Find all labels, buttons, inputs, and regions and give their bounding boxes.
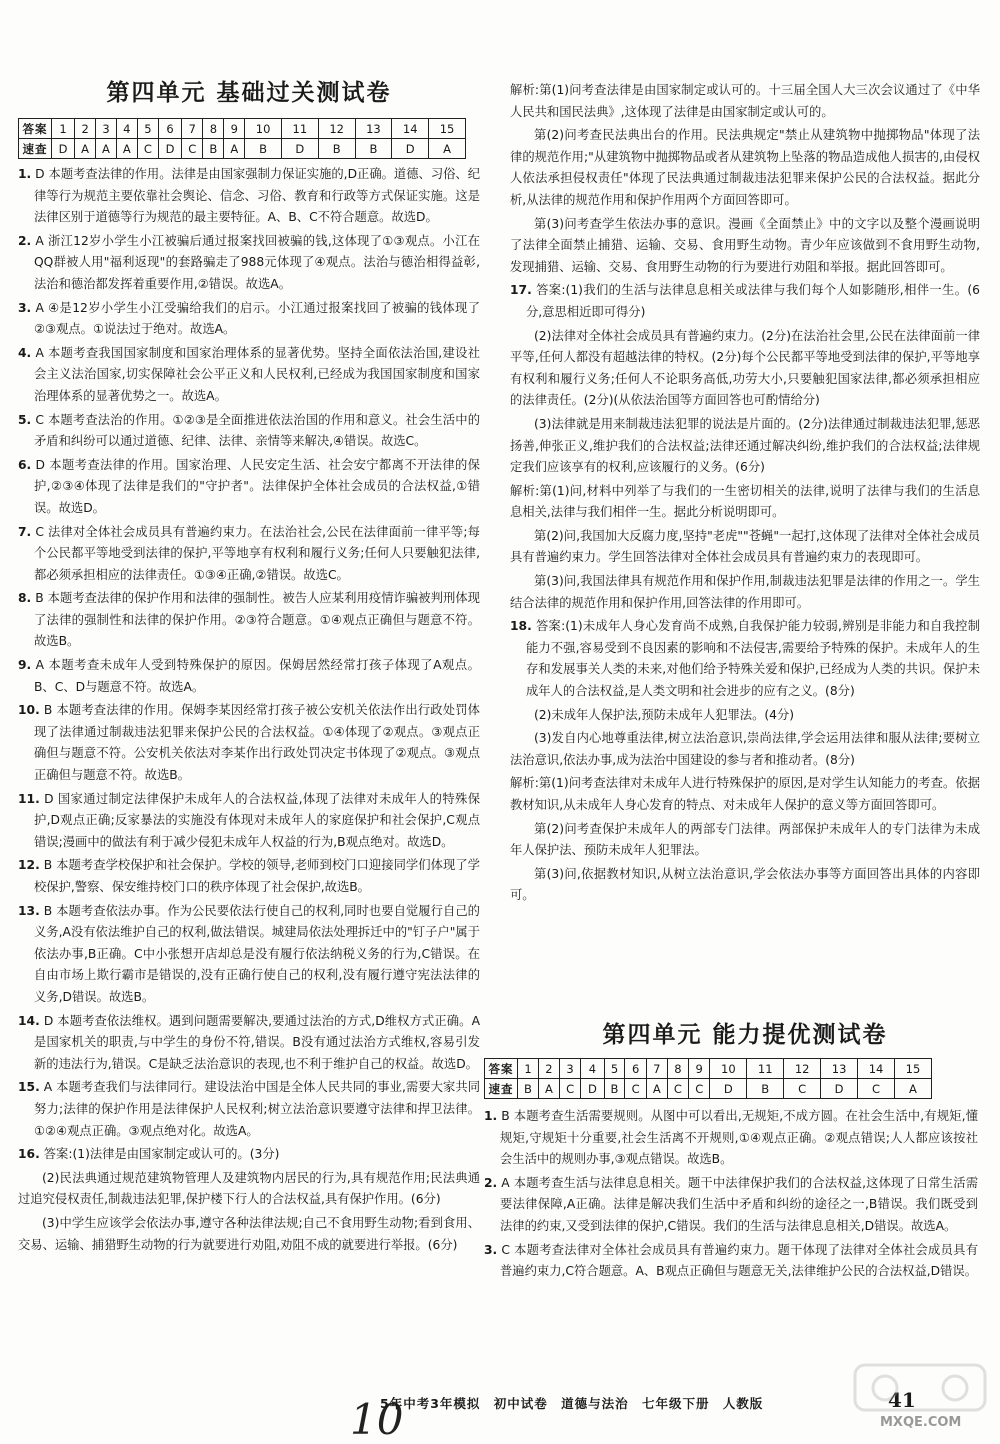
solution-paragraph — [510, 819, 980, 862]
solution-text: A ④是12岁小学生小江受骗给我们的启示。小江通过报案找回了被骗的钱体现了②③观点。①说法过于绝对。故选A。 — [34, 300, 480, 337]
question-number: 1. — [18, 167, 32, 181]
key-answer-cell: B — [518, 1079, 539, 1099]
solution-text: 解析:第(1)问,材料中列举了与我们的一生密切相关的法律,说明了法律与我们的生活息息相关,法律与我们相伴一生。据此分析说明即可。 — [510, 483, 980, 520]
solution-text: 答案:(1)未成年人身心发育尚不成熟,自我保护能力较弱,辨别是非能力和自我控制能力不强,容易受到不良因素的影响和不法侵害,需要给予特殊的保护。未成年人的生存和发展事关人类的未来,对他们给予特殊关爱和保护,已经成为人类的共识。保护未成年人的合法权益,是人类文明和社会进步的应有之义。(8分) — [526, 619, 980, 699]
question-number: 13. — [18, 903, 40, 918]
key-answer-cell: A — [96, 139, 117, 159]
solution-text: D 本题考查法律的作用。国家治理、人民安定生活、社会安宁都离不开法律的保护,②③④体现了法律是我们的"守护者"。法律保护全体社会成员的合法权益,①错误。故选D。 — [34, 457, 480, 515]
question-number: 11. — [18, 791, 40, 806]
solution-paragraph — [18, 1144, 480, 1166]
question-number: 2. — [484, 1175, 498, 1190]
key-question-number: 3 — [96, 119, 117, 139]
solution-paragraph — [18, 855, 480, 898]
question-number: 18. — [510, 619, 532, 634]
solution-text: 答案:(1)法律是由国家制定或认可的。(3分) — [43, 1147, 280, 1162]
solution-text: 第(3)问,我国法律具有规范作用和保护作用,制裁违法犯罪是法律的作用之一。学生结合法律的规范作用和保护作用,回答法律的作用即可。 — [510, 574, 980, 610]
solution-paragraph — [18, 1213, 480, 1256]
key-answer-cell: D — [159, 139, 182, 159]
key-answer-cell: C — [689, 1079, 710, 1099]
key-question-number: 7 — [646, 1059, 667, 1079]
question-number: 14. — [18, 1013, 40, 1028]
solution-text: (2)法律对全体社会成员具有普遍约束力。(2分)在法治社会里,公民在法律面前一律平等,任何人都没有超越法律的特权。(2分)每个公民都平等地受到法律的保护,平等地享有权利和履行义务;任何人不论职务高低,功劳大小,只要触犯国家法律,都必须承担相应的法律责任。(2分)(从依法治国等方面回答也可酌情给分) — [510, 328, 980, 408]
question-number: 10. — [18, 703, 40, 718]
solution-paragraph — [18, 588, 480, 653]
solution-text: (3)中学生应该学会依法办事,遵守各种法律法规;自己不食用野生动物;看到食用、交易、运输、捕猎野生动物的行为就要进行劝阻,劝阻不成的就要进行举报。(6分) — [18, 1215, 480, 1252]
key-question-number: 14 — [858, 1059, 895, 1079]
key-question-number: 14 — [392, 119, 429, 139]
solution-text: C 本题考查法治的作用。①②③是全面推进依法治国的作用和意义。社会生活中的矛盾和纠纷可以通过道德、纪律、法律、亲情等来解决,④错误。故选C。 — [34, 412, 480, 449]
key-answer-cell: A — [894, 1079, 931, 1099]
solution-text: C 法律对全体社会成员具有普遍约束力。在法治社会,公民在法律面前一律平等;每个公民都平等地受到法律的保护,平等地享有权利和履行义务;任何人只要触犯法律,都必须承担相应的法律责任。①③④正确,②错误。故选C。 — [34, 524, 480, 582]
key-label-answer: 答案 — [19, 119, 52, 139]
key-question-number: 7 — [182, 119, 203, 139]
key-question-number: 10 — [245, 119, 282, 139]
solution-text: 第(2)问,我国加大反腐力度,坚持"老虎""苍蝇"一起打,这体现了法律对全体社会成员具有普遍约束力。学生回答法律对全体社会成员具有普遍约束力的表现即可。 — [510, 528, 980, 565]
key-answer-cell: A — [116, 139, 137, 159]
solution-paragraph — [510, 864, 980, 907]
question-number: 12. — [18, 858, 40, 873]
solution-paragraph — [18, 1011, 480, 1076]
solution-paragraph — [18, 410, 480, 453]
solution-text: 解析:第(1)问考查法律对未成年人进行特殊保护的原因,是对学生认知能力的考查。依据教材知识,从未成年人身心发育的特点、对未成年人保护的意义等方面回答即可。 — [510, 776, 980, 812]
key-answer-cell: C — [137, 139, 158, 159]
solution-text: A 本题考查生活与法律息息相关。题干中法律保护我们的合法权益,这体现了日常生活需要法律保障,A正确。法律是解决我们生活中矛盾和纠纷的途径之一,B错误。我们既受到法律的约束,又受到法律的保护,C错误。我们的生活与法律息息相关,D错误。故选A。 — [500, 1175, 978, 1233]
right-solutions — [510, 80, 980, 909]
key-question-number: 2 — [538, 1059, 559, 1079]
question-number: 5. — [18, 412, 32, 427]
key-answer-cell: C — [182, 139, 203, 159]
section-title-advanced: 第四单元 能力提优测试卷 — [602, 1021, 888, 1048]
solution-paragraph — [18, 164, 480, 229]
key-label-check: 速查 — [19, 139, 52, 159]
solution-paragraph — [510, 728, 980, 771]
answer-key-table-advanced — [484, 1058, 932, 1099]
advanced-solutions — [484, 1106, 978, 1285]
solution-paragraph — [484, 1173, 978, 1238]
solution-text: B 本题考查法律的作用。保姆李某因经常打孩子被公安机关依法作出行政处罚体现了法律通过制裁违法犯罪来保护公民的合法权益。①④体现了②观点。③观点正确但与题意不符。公安机关依法对李某作出行政处罚决定书体现了②观点。③观点正确但与题意不符。故选B。 — [34, 703, 480, 783]
question-number: 16. — [18, 1147, 40, 1162]
question-number: 8. — [18, 591, 32, 606]
key-answer-cell: A — [224, 139, 245, 159]
footer-book-info: 5年中考3年模拟 初中试卷 道德与法治 七年级下册 人教版 — [380, 1396, 764, 1411]
solution-paragraph — [510, 80, 980, 123]
solution-text: B 本题考查生活需要规则。从图中可以看出,无规矩,不成方圆。在社会生活中,有规矩,懂规矩,守规矩十分重要,社会生活离不开规则,①④观点正确。②观点错误;人人都应该按社会生活中的规则办事,③观点错误。故选B。 — [500, 1109, 978, 1167]
solution-paragraph — [510, 705, 980, 727]
solution-paragraph — [18, 231, 480, 296]
question-number: 7. — [18, 524, 32, 539]
key-answer-cell: D — [52, 139, 75, 159]
key-question-number: 10 — [710, 1059, 747, 1079]
solution-paragraph — [510, 773, 980, 816]
key-answer-cell: A — [646, 1079, 667, 1099]
handwritten-page-mark: 10 — [350, 1395, 404, 1444]
solution-text: B 本题考查法律的保护作用和法律的强制性。被告人应某利用疫情诈骗被判刑体现了法律的强制性和法律的保护作用。②③符合题意。①④观点正确但与题意不符。故选B。 — [34, 591, 480, 649]
key-question-number: 12 — [318, 119, 355, 139]
solution-paragraph — [18, 522, 480, 587]
key-answer-cell: D — [821, 1079, 858, 1099]
question-number: 9. — [18, 658, 32, 673]
solution-paragraph — [510, 214, 980, 279]
solution-paragraph — [18, 343, 480, 408]
key-answer-cell: C — [784, 1079, 821, 1099]
solution-text: A 浙江12岁小学生小江被骗后通过报案找回被骗的钱,这体现了①③观点。小江在QQ群被人用"福利返现"的套路骗走了988元体现了④观点。法治与德治相得益彰,法治和德治都发挥着重要作用,②错误。故选A。 — [34, 233, 480, 291]
key-question-number: 1 — [518, 1059, 539, 1079]
solution-paragraph — [510, 616, 980, 702]
solution-text: 第(3)问考查学生依法办事的意识。漫画《全面禁止》中的文字以及整个漫画说明了法律全面禁止捕猎、运输、交易、食用野生动物。青少年应该做到不食用野生动物,发现捕猎、运输、交易、食用野生动物的行为要进行劝阻和举报。据此回答即可。 — [510, 216, 980, 274]
key-question-number: 8 — [667, 1059, 688, 1079]
key-question-number: 6 — [159, 119, 182, 139]
solution-text: (2)民法典通过规范建筑物管理人及建筑物内居民的行为,具有规范作用;民法典通过追究侵权责任,制裁违法犯罪,保护楼下行人的合法权益,具有保护作用。(6分) — [18, 1170, 480, 1207]
solution-text: D 国家通过制定法律保护未成年人的合法权益,体现了法律对未成年人的特殊保护,D观点正确;反家暴法的实施没有体现对未成年人的家庭保护和社会保护,C观点错误;漫画中的做法有利于减少侵犯未成年人权益的行为,B观点绝对。故选D。 — [34, 791, 480, 849]
solution-paragraph — [18, 455, 480, 520]
solution-paragraph — [510, 125, 980, 211]
solution-text: (3)发自内心地尊重法律,树立法治意识,崇尚法律,学会运用法律和服从法律;要树立法治意识,依法办事,成为法治中国建设的参与者和推动者。(8分) — [510, 731, 980, 767]
key-question-number: 15 — [429, 119, 466, 139]
solution-text: D 本题考查法律的作用。法律是由国家强制力保证实施的,D正确。道德、习俗、纪律等行为规范主要依靠社会舆论、信念、习俗、教育和行政等方式保证实施。这是法律区别于道德等行为规范的最主要特征。A、B、C不符合题意。故选D。 — [34, 167, 481, 225]
solution-paragraph — [484, 1240, 978, 1283]
key-label-check: 速查 — [485, 1079, 518, 1099]
key-question-number: 2 — [75, 119, 96, 139]
solution-text: 解析:第(1)问考查法律是由国家制定或认可的。十三届全国人大三次会议通过了《中华人民共和国民法典》,这体现了法律是由国家制定或认可的。 — [510, 83, 980, 119]
question-number: 2. — [18, 233, 32, 248]
question-number: 3. — [484, 1242, 498, 1257]
solution-text: A 本题考查我国国家制度和国家治理体系的显著优势。坚持全面依法治国,建设社会主义法治国家,切实保障社会公平正义和人民权利,已经成为我国国家制度和国家治理体系的显著优势之一。故选A。 — [34, 345, 480, 403]
key-question-number: 13 — [355, 119, 392, 139]
key-question-number: 6 — [625, 1059, 646, 1079]
solution-paragraph — [18, 700, 480, 786]
question-number: 15. — [18, 1080, 40, 1095]
key-question-number: 8 — [203, 119, 224, 139]
solution-text: (2)未成年人保护法,预防未成年人犯罪法。(4分) — [534, 707, 795, 722]
key-question-number: 4 — [581, 1059, 604, 1079]
key-answer-cell: B — [604, 1079, 625, 1099]
solution-text: B 本题考查学校保护和社会保护。学校的领导,老师到校门口迎接同学们体现了学校保护,警察、保安维持校门口的秩序体现了社会保护,故选B。 — [34, 858, 480, 894]
solution-text: D 本题考查依法维权。遇到问题需要解决,要通过法治的方式,D维权方式正确。A是国家机关的职责,与中学生的身份不符,错误。B没有通过法治方式维权,容易引发新的违法行为,错误。C是缺乏法治意识的表现,也不利于维护自己的权益。故选D。 — [34, 1013, 480, 1071]
left-solutions — [18, 164, 480, 1258]
key-answer-cell: D — [710, 1079, 747, 1099]
question-number: 3. — [18, 300, 32, 315]
solution-paragraph — [510, 526, 980, 569]
question-number: 4. — [18, 345, 32, 360]
key-answer-cell: A — [75, 139, 96, 159]
key-question-number: 11 — [281, 119, 318, 139]
solution-paragraph — [18, 901, 480, 1009]
solution-paragraph — [18, 1077, 480, 1142]
key-answer-cell: A — [538, 1079, 559, 1099]
question-number: 17. — [510, 283, 532, 298]
solution-paragraph — [510, 414, 980, 479]
solution-text: (3)法律就是用来制裁违法犯罪的说法是片面的。(2分)法律通过制裁违法犯罪,惩恶扬善,伸张正义,维护我们的合法权益;法律还通过解决纠纷,维护我们的合法权益;法律规定我们应该享有的权利,应该履行的义务。(6分) — [510, 416, 980, 475]
key-question-number: 9 — [224, 119, 245, 139]
solution-text: C 本题考查法律对全体社会成员具有普遍约束力。题干体现了法律对全体社会成员具有普遍约束力,C符合题意。A、B观点正确但与题意无关,法律维护公民的合法权益,D错误。 — [500, 1242, 978, 1279]
key-answer-cell: D — [581, 1079, 604, 1099]
key-answer-cell: B — [203, 139, 224, 159]
answer-key-table-basic — [18, 118, 466, 159]
key-question-number: 1 — [52, 119, 75, 139]
key-question-number: 15 — [894, 1059, 931, 1079]
key-question-number: 13 — [821, 1059, 858, 1079]
key-answer-cell: A — [429, 139, 466, 159]
solution-paragraph — [510, 326, 980, 412]
key-answer-cell: B — [355, 139, 392, 159]
solution-paragraph — [18, 298, 480, 341]
solution-text: B 本题考查依法办事。作为公民要依法行使自己的权利,同时也要自觉履行自己的义务,A没有依法维护自己的权利,做法错误。城建局依法处理拆迁中的"钉子户"属于依法办事,B正确。C中小张想开店却总是没有履行依法纳税义务的行为,C错误。在自由市场上欺行霸市是错误的,没有正确行使自己的权利,没有履行遵守宪法法律的义务,D错误。故选B。 — [34, 903, 480, 1004]
watermark-text: MXQE.COM — [880, 1415, 962, 1430]
solution-paragraph — [18, 789, 480, 854]
solution-paragraph — [18, 655, 480, 698]
key-label-answer: 答案 — [485, 1059, 518, 1079]
solution-text: A 本题考查我们与法律同行。建设法治中国是全体人民共同的事业,需要大家共同努力;法律的保护作用是法律保护人民权利;树立法治意识要遵守法律和捍卫法律。①②④观点正确。③观点绝对化。故选A。 — [34, 1080, 480, 1138]
solution-text: 第(2)问考查保护未成年人的两部专门法律。两部保护未成年人的专门法律为未成年人保护法、预防未成年人犯罪法。 — [510, 821, 980, 858]
key-question-number: 11 — [747, 1059, 784, 1079]
key-answer-cell: B — [245, 139, 282, 159]
solution-paragraph — [510, 280, 980, 323]
solution-text: 第(3)问,依据教材知识,从树立法治意识,学会依法办事等方面回答出具体的内容即可。 — [510, 866, 980, 903]
question-number: 6. — [18, 457, 32, 472]
key-question-number: 4 — [116, 119, 137, 139]
key-answer-cell: C — [667, 1079, 688, 1099]
section-title-basic: 第四单元 基础过关测试卷 — [106, 79, 392, 106]
question-number: 1. — [484, 1109, 498, 1123]
solution-paragraph — [18, 1168, 480, 1211]
key-question-number: 5 — [604, 1059, 625, 1079]
key-answer-cell: C — [559, 1079, 580, 1099]
solution-text: 答案:(1)我们的生活与法律息息相关或法律与我们每个人如影随形,相伴一生。(6分,意思相近即可得分) — [526, 283, 980, 319]
solution-paragraph — [510, 481, 980, 524]
key-answer-cell: B — [318, 139, 355, 159]
key-question-number: 5 — [137, 119, 158, 139]
page-number: 41 — [888, 1388, 916, 1412]
key-answer-cell: D — [281, 139, 318, 159]
solution-paragraph — [510, 571, 980, 614]
key-answer-cell: C — [858, 1079, 895, 1099]
solution-text: 第(2)问考查民法典出台的作用。民法典规定"禁止从建筑物中抛掷物品"体现了法律的规范作用;"从建筑物中抛掷物品或者从建筑物上坠落的物品造成他人损害的,由侵权人依法承担侵权责任"体现了民法典通过制裁违法犯罪来保护公民的合法权益。据此分析,从法律的规范作用和保护作用两个方面回答即可。 — [510, 128, 980, 207]
key-answer-cell: D — [392, 139, 429, 159]
key-question-number: 12 — [784, 1059, 821, 1079]
key-question-number: 3 — [559, 1059, 580, 1079]
key-answer-cell: C — [625, 1079, 646, 1099]
key-answer-cell: B — [747, 1079, 784, 1099]
solution-paragraph — [484, 1106, 978, 1171]
solution-text: A 本题考查未成年人受到特殊保护的原因。保姆居然经常打孩子体现了A观点。B、C、D与题意不符。故选A。 — [34, 658, 480, 694]
key-question-number: 9 — [689, 1059, 710, 1079]
